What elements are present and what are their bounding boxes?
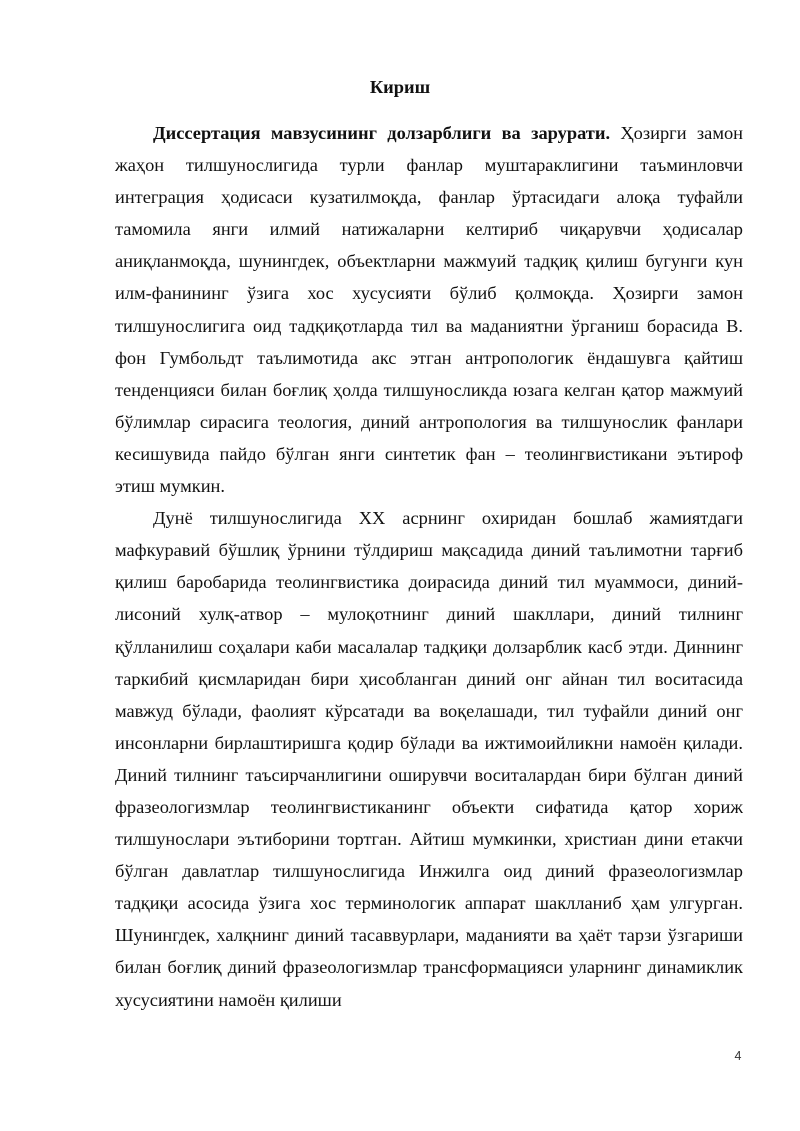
paragraph-text: Ҳозирги замон жаҳон тилшунослигида турли фанлар муштараклигини таъминловчи интеграция ҳодисаси кузатилмоқда, фанлар ўртасидаги алоқа туфайли тамомила янги илмий натижаларни келтириб чиқарувчи ҳодисалар аниқланмоқда, шунингдек, объектларни мажмуий тадқиқ қилиш бугунги кун илм-фанининг ўзига хос хусусияти бўлиб қолмоқда. Ҳозирги замон тилшунослигига оид тадқиқотларда тил ва маданиятни ўрганиш борасида В. фон Гумбольдт таълимотида акс этган антропологик ёндашувга қайтиш тенденцияси билан боғлиқ ҳолда тилшуносликда юзага келган қатор мажмуий бўлимлар сирасига теология, диний антропология ва тилшунослик фанлари кесишувида пайдо бўлган янги синтетик фан – теолингвистикани эътироф этиш мумкин.	[115, 123, 744, 497]
page-number: 4	[734, 1049, 742, 1063]
paragraph-2	[115, 502, 743, 1016]
paragraph-1	[115, 117, 743, 502]
paragraph-lead: Диссертация мавзусининг долзарблиги ва зарурати.	[153, 123, 611, 143]
body-text	[115, 117, 743, 1016]
section-title: Кириш	[369, 77, 431, 97]
paragraph-text: Дунё тилшунослигида XX асрнинг охиридан бошлаб жамиятдаги мафкуравий бўшлиқ ўрнини тўлдириш мақсадида диний таълимотни тарғиб қилиш баробарида теолингвистика доирасида диний тил муаммоси, диний-лисоний хулқ-атвор – мулоқотнинг диний шакллари, диний тилнинг қўлланилиш соҳалари каби масалалар тадқиқи долзарблик касб этди. Диннинг таркибий қисмларидан бири ҳисобланган диний онг айнан тил воситасида мавжуд бўлади, фаолият кўрсатади ва воқелашади, тил туфайли диний онг инсонларни бирлаштиришга қодир бўлади ва ижтимоийликни намоён қилади. Диний тилнинг таъсирчанлигини оширувчи воситалардан бири бўлган диний фразеологизмлар теолингвистиканинг объекти сифатида қатор хориж тилшунослари эътиборини тортган. Айтиш мумкинки, христиан дини етакчи бўлган давлатлар тилшунослигида Инжилга оид диний фразеологизмлар тадқиқи асосида ўзига хос терминологик аппарат шаклланиб ҳам улгурган. Шунингдек, халқнинг диний тасаввурлари, маданияти ва ҳаёт тарзи ўзгариши билан боғлиқ диний фразеологизмлар трансформацияси уларнинг динамиклик хусусиятини намоён қилиши	[115, 508, 743, 1010]
